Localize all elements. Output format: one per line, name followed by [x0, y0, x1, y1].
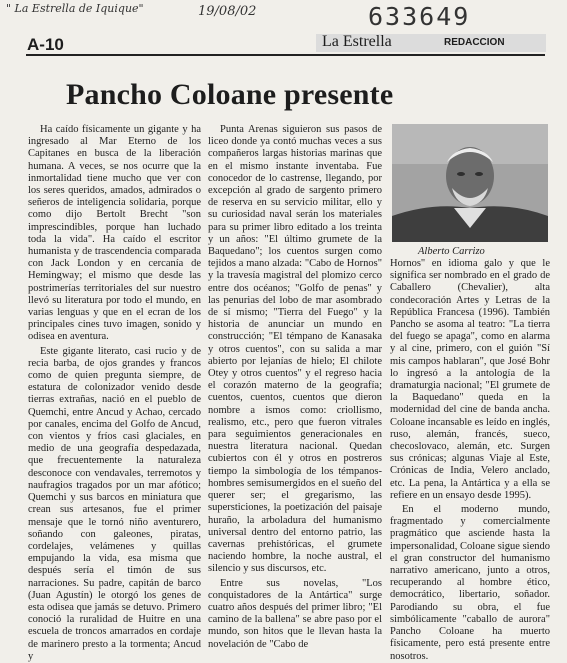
paragraph: Punta Arenas siguieron sus pasos de liceo donde ya contó muchas veces a sus compañeros largas historias marinas que en el mismo instante inventaba. Fue conocedor de lo castrense, llegando, por excepción al grado de sargento primero de reserva en su servicio militar, ello y su curiosidad naval serán los materiales para su primer libro editado a los treinta y un años: "El último grumete de la Baquedano"; los cuentos surgen como tejidos a mano alzada: "Cabo de Hornos" y la travesía magistral del plomizo cerco entre dos océanos; "Golfo de penas" y las penurias del lobo de mar asombrado de sí mismo; "Tierra del Fuego" y la historia de anunciar un mundo en construcción; "El témpano de Kanasaka y otros cuentos", con su salida a mar abierto por lejanías de hielo; El chilote Otey y otros cuentos" y el regreso hacia el corazón materno de la geografía; cuentos, cuentos, cuentos que dieron nombre a ismos como: criollismo, realismo, etc., pero que fueron vitrales para seguimientos generacionales en nuestra literatura nacional. Quedan cubiertos con él y otros en postreros tiempo la simbología de los témpanos-hombres semisumergidos en el sueño del querer ser; el gregarismo, las supersticiones, la poetización del paisaje huraño, la arboladura del humanismo universal dentro del entorno patrio, las cavernas prehistóricas, el grumete naciendo hombre, la noche austral, el silencio y sus discursos, etc.	[208, 124, 382, 575]
section-label: REDACCION	[444, 37, 505, 48]
article-column-2	[208, 124, 382, 650]
headline: Pancho Coloane presente	[66, 78, 394, 111]
article-column-3	[390, 258, 550, 662]
author-photo	[392, 124, 548, 242]
author-portrait-image	[392, 124, 548, 242]
photo-caption: Alberto Carrizo	[418, 246, 485, 257]
handwritten-date: 19/08/02	[198, 4, 257, 19]
article-column-1	[28, 124, 201, 662]
header-rule	[26, 54, 545, 56]
paragraph: Hornos" en idioma galo y que le significa ser nombrado en el grado de Caballero (Chevalier), alta condecoración Artes y Letras de la República Francesa (1996). También Pancho se asoma al teatro: "La tierra del fuego se apaga", como en alarma y al cine, primero, con el guión "Sí mis campos hablaran", que José Bohr lo ingresó a la antología de la dramaturgia nacional; "El grumete de la Baquedano" queda en la modernidad del cine de banda ancha. Coloane incansable es leído en inglés, ruso, alemán, francés, sueco, checoslovaco, alemán, etc. Surgen sus crónicas; algunas Viaje al Este, Crónicas de India, Velero anclado, etc. La pena, la Antártica y a ella se refiere en un ensayo desde 1995).	[390, 258, 550, 501]
paragraph: Este gigante literato, casi rucio y de recia barba, de ojos grandes y francos como de quien pregunta siempre, de estatura de colonizador venido desde tierras extrañas, nació en el pueblo de Quemchi, entre Ancud y Achao, cercado por canales, encima del Golfo de Ancud, con vientos y fríos casi glaciales, en medio de una geografía despedazada, que frecuentemente la naturaleza desconoce con vendavales, terremotos y naufragios tragados por un mar afótico; Quemchi y sus barcos en miniatura que crean sus artesanos, fue el primer mensaje que le tornó niño aventurero, soñando con galeones, piratas, cordelajes, velámenes y quillas empujando la vida, esa misma que después sería el timón de sus narraciones. Su padre, capitán de barco (Juan Agustín) le otorgó los genes de esta odisea que jamás se detuvo. Primero conoció la ruralidad de Huitre en una escuela de troncos amarrados en cordaje de marinero presto a la tormenta; Ancud y	[28, 345, 201, 662]
handwritten-source-note: " La Estrella de Iquique"	[6, 2, 144, 15]
masthead: La Estrella	[322, 33, 392, 50]
paragraph: En el moderno mundo, fragmentado y comercialmente pragmático que asciende hasta la impersonalidad, Coloane sigue siendo el gran constructor del humanismo narrativo americano, junto a otros, recuperando al hombre ético, democrático, libertario, soñador. Parodiando su obra, el fue simbólicamente "caballo de aurora" Pancho Coloane ha muerto físicamente, pero está presente entre nosotros.	[390, 504, 550, 662]
page-number: A-10	[27, 35, 64, 54]
paragraph: Entre sus novelas, "Los conquistadores de la Antártica" surge cuatro años después del primer libro; "El camino de la ballena" se abre paso por el mundo, son hitos que le llevan hasta la novelación de "Cabo de	[208, 577, 382, 650]
paragraph: Ha caído físicamente un gigante y ha ingresado al Mar Eterno de los Capitanes en busca de la liberación humana. A veces, se nos ocurre que la inmortalidad tiene mucho que ver con los seres queridos, amados, admirados o señeros de inteligencia solidaria, porque como dijo Bertolt Brecht "son imprescindibles, porque han luchado toda la vida". Ha caído el escritor humanista y de trascendencia comparada con Jack London y en cercanía de Hemingway; el mismo que desde las postrimerías territoriales del sur nuestro llevó su literatura por todo el mundo, en varias lenguas y que en el ecran de los principales cines tuvo imagen, sonido y odisea en aventura.	[28, 124, 201, 343]
handwritten-archive-number: 633649	[368, 2, 471, 31]
